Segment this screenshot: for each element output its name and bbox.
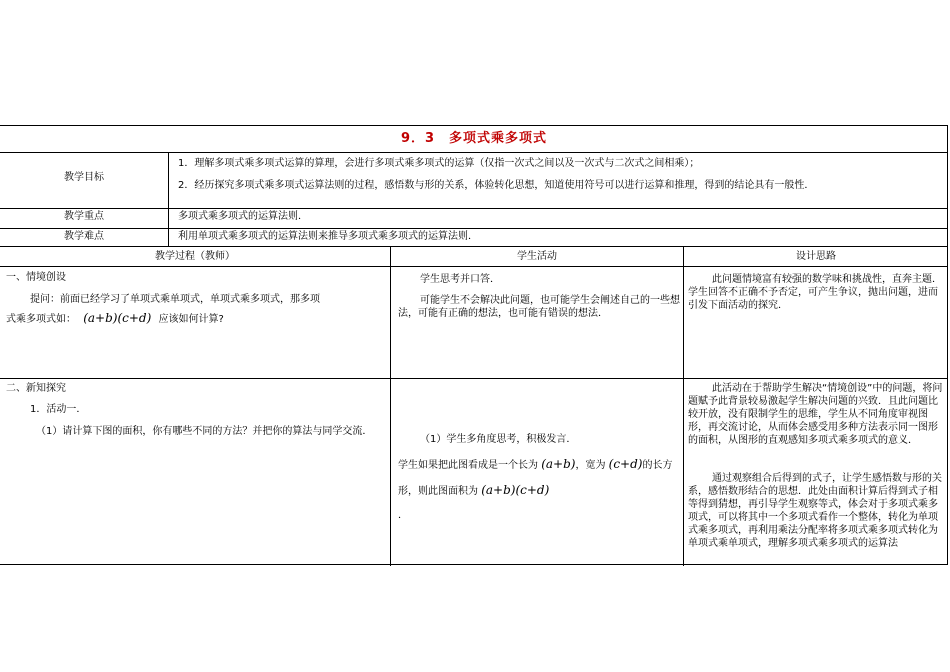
section2-heading: 二、新知探究	[6, 383, 66, 394]
objective-item: 1．理解多项式乘多项式运算的算理，会进行多项式乘多项式的运算（仅指一次式之间以及一次式与二次式之间相乘）；	[178, 158, 700, 169]
lesson-plan-table	[0, 125, 948, 565]
rule-title	[0, 152, 948, 153]
section2-student-line1: （1）学生多角度思考，积极发言．	[420, 434, 577, 445]
column-header-teacher: 教学过程（教师）	[155, 251, 235, 262]
section2-student-prefix: 学生如果把此图看成是一个长为	[398, 460, 538, 471]
key-point-text: 多项式乘多项式的运算法则．	[178, 211, 308, 222]
rule-label-col	[168, 152, 169, 246]
section1-design-text: 此问题情境富有较强的数学味和挑战性，直奔主题．学生回答不正确不予否定，可产生争议，抛出问题，进而引发下面活动的探究．	[688, 274, 942, 311]
section1-heading: 一、情境创设	[6, 272, 66, 283]
section1-teacher-prefix: 式乘多项式如：	[6, 314, 76, 325]
column-header-design: 设计思路	[796, 251, 836, 262]
rule-col2	[683, 246, 684, 566]
formula-a-plus-b: (a+b)	[541, 457, 576, 471]
section1-student-thoughts: 可能学生不会解决此问题，也可能学生会阐述自己的一些想法，可能有正确的想法，也可能有错误的想法．	[398, 295, 680, 319]
section2-student-end: ．	[398, 510, 408, 521]
formula-area: (a+b)(c+d)	[481, 483, 550, 497]
formula-c-plus-d: (c+d)	[608, 457, 643, 471]
key-point-label: 教学重点	[64, 211, 104, 222]
section2-teacher-question: （1）请计算下图的面积，你有哪些不同的方法？并把你的算法与同学交流．	[36, 426, 373, 437]
column-header-student: 学生活动	[517, 251, 557, 262]
section2-student-mid2: 的长方形，则此图面积为	[398, 460, 673, 497]
rule-col1	[390, 246, 391, 566]
section1-teacher-line1: 提问：前面已经学习了单项式乘单项式，单项式乘多项式，那多项	[30, 294, 320, 305]
rule-columns	[0, 266, 948, 267]
objective-item: 2．经历探究多项式乘多项式运算法则的过程，感悟数与形的关系，体验转化思想，知道使用符号可以进行运算和推理，得到的结论具有一般性．	[178, 180, 815, 191]
section1-teacher-suffix: 应该如何计算?	[158, 314, 224, 325]
difficulty-text: 利用单项式乘多项式的运算法则来推导多项式乘多项式的运算法则．	[178, 231, 478, 242]
section2-student-mid1: ，宽为	[575, 460, 606, 471]
rule-section1	[0, 378, 948, 379]
rule-difficulty	[0, 246, 948, 247]
rule-key	[0, 228, 948, 229]
section2-activity: 1．活动一．	[30, 404, 87, 415]
rule-objectives	[0, 208, 948, 209]
section1-student-answer: 学生思考并口答．	[420, 274, 500, 285]
objectives-label: 教学目标	[64, 172, 104, 183]
formula-ab-cd: (a+b)(c+d)	[83, 311, 152, 325]
page-title: 9．3 多项式乘多项式	[400, 131, 548, 146]
difficulty-label: 教学难点	[64, 231, 104, 242]
section2-design-p1: 此活动在于帮助学生解决“情境创设”中的问题，将问题赋予此背景较易激起学生解决问题的兴致．且此问题比较开放，没有限制学生的思维，学生从不同角度审视图形，再交流讨论，从而体会感受用多种方法表示同一图形的面积，从图形的直观感知多项式乘多项式的意义．	[688, 383, 943, 446]
section2-design-p2: 通过观察组合后得到的式子，让学生感悟数与形的关系，感悟数形结合的思想．此处由面积计算后得到式子相等得到猜想，再引导学生观察等式，体会对于多项式乘多项式，可以将其中一个多项式看作一个整体，转化为单项式乘多项式，再利用乘法分配率将多项式乘多项式转化为单项式乘单项式，理解多项式乘多项式的运算法	[688, 473, 942, 549]
section1-teacher-line2	[6, 312, 224, 326]
section2-student-explanation	[398, 452, 682, 528]
